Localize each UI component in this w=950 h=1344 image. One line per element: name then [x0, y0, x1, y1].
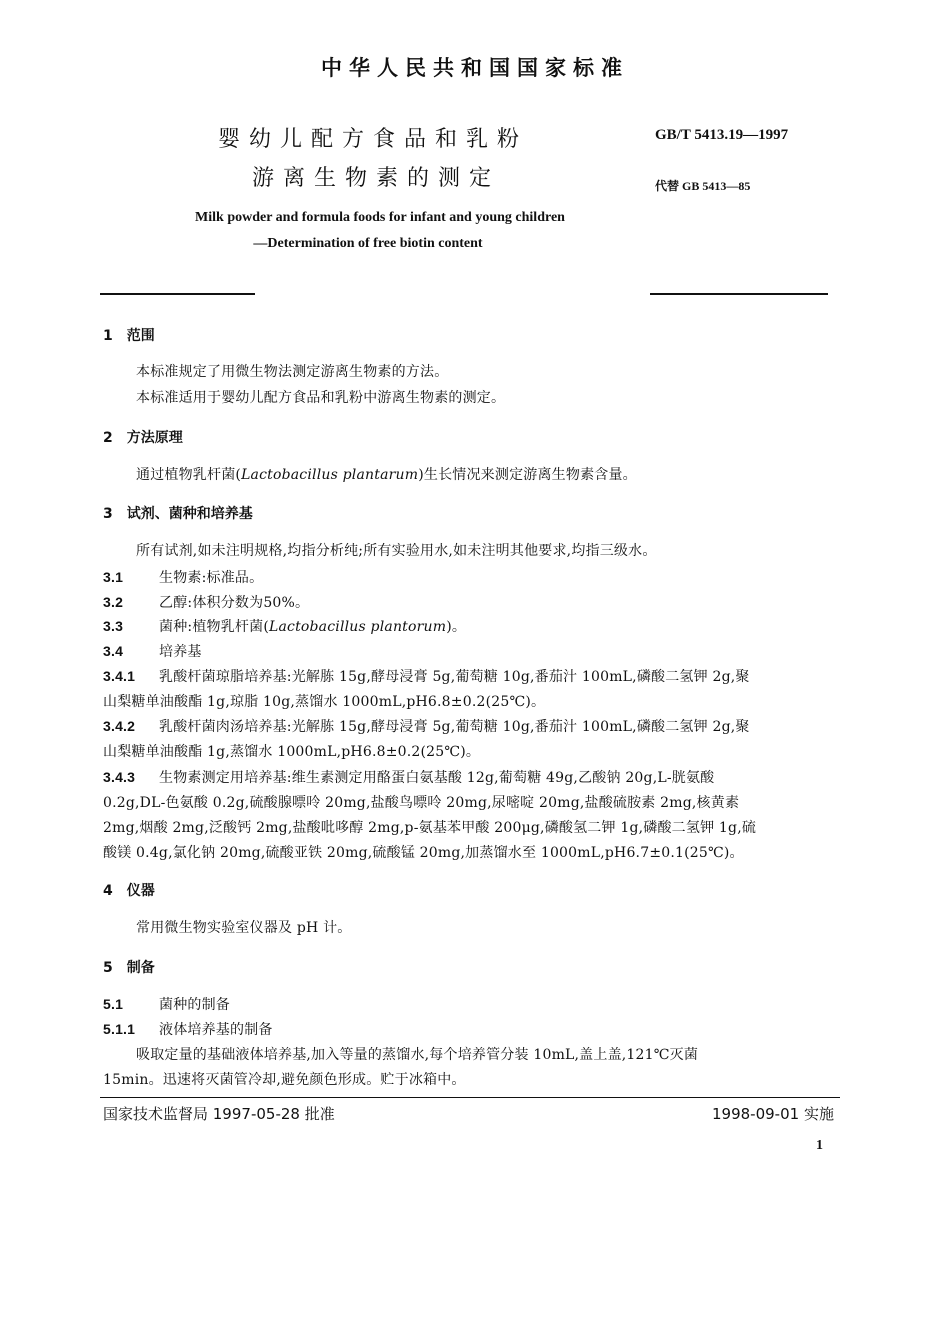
- title-zh-line2: 游离生物素的测定: [252, 166, 501, 191]
- header-rule-left: [100, 293, 255, 295]
- item-3-2: 3.2 乙醇:体积分数为50%。: [103, 594, 310, 611]
- item-3-4-3-line1: 3.4.3 生物素测定用培养基:维生素测定用酪蛋白氨基酸 12g,葡萄糖 49g,乙酸钠 20g,L-胱氨酸: [103, 769, 715, 786]
- effective-date: 1998-09-01 实施: [712, 1105, 834, 1123]
- section-5-heading: 5 制备: [103, 960, 155, 976]
- item-3-4-2-line1: 3.4.2 乳酸杆菌肉汤培养基:光解胨 15g,酵母浸膏 5g,葡萄糖 10g,番茄汁 100mL,磷酸二氢钾 2g,聚: [103, 718, 750, 735]
- section-4-para: 常用微生物实验室仪器及 pH 计。: [136, 920, 352, 936]
- item-3-4-3-line4: 酸镁 0.4g,氯化钠 20mg,硫酸亚铁 20mg,硫酸锰 20mg,加蒸馏水至 1000mL,pH6.7±0.1(25℃)。: [103, 845, 744, 861]
- section-5-para-line2: 15min。迅速将灭菌管冷却,避免颜色形成。贮于冰箱中。: [103, 1072, 466, 1088]
- item-3-4-3-line2: 0.2g,DL-色氨酸 0.2g,硫酸腺嘌呤 20mg,盐酸鸟嘌呤 20mg,尿嘧啶 20mg,盐酸硫胺素 2mg,核黄素: [103, 795, 740, 811]
- title-en-line1: Milk powder and formula foods for infant and young children: [195, 210, 565, 225]
- section-3-intro: 所有试剂,如未注明规格,均指分析纯;所有实验用水,如未注明其他要求,均指三级水。: [136, 543, 657, 559]
- title-en-line2: —Determination of free biotin content: [253, 236, 483, 251]
- section-2-heading: 2 方法原理: [103, 430, 183, 446]
- title-zh-line1: 婴幼儿配方食品和乳粉: [218, 127, 529, 152]
- section-2-para: 通过植物乳杆菌(Lactobacillus plantarum)生长情况来测定游离生物素含量。: [136, 467, 637, 483]
- item-3-3: 3.3 菌种:植物乳杆菌(Lactobacillus plantorum)。: [103, 618, 467, 635]
- item-3-4-3-line3: 2mg,烟酸 2mg,泛酸钙 2mg,盐酸吡哆醇 2mg,p-氨基苯甲酸 200μg,磷酸氢二钾 1g,磷酸二氢钾 1g,硫: [103, 820, 757, 836]
- item-5-1: 5.1 菌种的制备: [103, 996, 230, 1013]
- approval-date: 国家技术监督局 1997-05-28 批准: [103, 1105, 335, 1123]
- item-3-4: 3.4 培养基: [103, 643, 202, 660]
- section-1-heading: 1 范围: [103, 328, 155, 344]
- footer-rule: [100, 1097, 840, 1098]
- item-3-4-1-line1: 3.4.1 乳酸杆菌琼脂培养基:光解胨 15g,酵母浸膏 5g,葡萄糖 10g,番茄汁 100mL,磷酸二氢钾 2g,聚: [103, 668, 750, 685]
- item-3-4-1-line2: 山梨糖单油酸酯 1g,琼脂 10g,蒸馏水 1000mL,pH6.8±0.2(25℃)。: [103, 694, 546, 710]
- page-number: 1: [816, 1138, 823, 1153]
- section-1-para-2: 本标准适用于婴幼儿配方食品和乳粉中游离生物素的测定。: [136, 390, 506, 406]
- item-3-1: 3.1 生物素:标准品。: [103, 569, 264, 586]
- standard-code: GB/T 5413.19—1997: [655, 127, 789, 143]
- section-5-para-line1: 吸取定量的基础液体培养基,加入等量的蒸馏水,每个培养管分装 10mL,盖上盖,121℃灭菌: [136, 1047, 699, 1063]
- item-3-4-2-line2: 山梨糖单油酸酯 1g,蒸馏水 1000mL,pH6.8±0.2(25℃)。: [103, 744, 481, 760]
- latin-name: Lactobacillus plantarum: [241, 467, 419, 483]
- replaces-code: 代替 GB 5413—85: [655, 179, 751, 193]
- section-4-heading: 4 仪器: [103, 883, 155, 899]
- header-rule-right: [650, 293, 828, 295]
- section-1-para-1: 本标准规定了用微生物法测定游离生物素的方法。: [136, 364, 449, 380]
- section-3-heading: 3 试剂、菌种和培养基: [103, 506, 253, 522]
- item-5-1-1: 5.1.1 液体培养基的制备: [103, 1021, 273, 1038]
- issuing-body: 中华人民共和国国家标准: [321, 56, 629, 80]
